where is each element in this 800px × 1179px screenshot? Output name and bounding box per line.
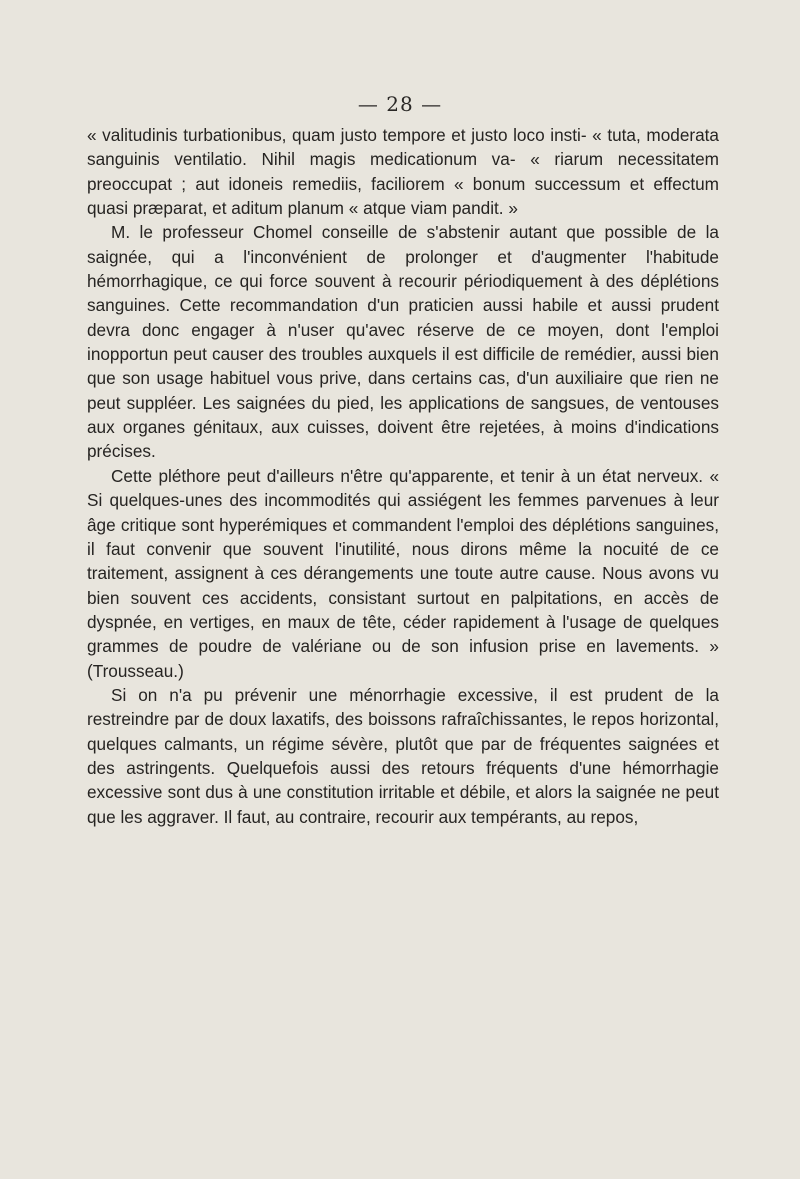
latin-quote-paragraph: « valitudinis turbationibus, quam justo tempore et justo loco insti- « tuta, moderata sanguinis ventilatio. Nihil magis medicationum va- « riarum necessitatem preoccupat ; aut idoneis remediis, faciliorem « bonum successum et effectum quasi præparat, et aditum planum « atque viam pandit. » — [87, 125, 719, 219]
page-number: — 28 — — [357, 92, 443, 116]
body-text — [87, 123, 719, 829]
chomel-paragraph: M. le professeur Chomel conseille de s'abstenir autant que possible de la saignée, qui a l'inconvénient de prolonger et d'augmenter l'habitude hémorrhagique, ce qui force souvent à recourir périodiquement à des déplétions sanguines. Cette recommandation d'un praticien aussi habile et aussi prudent devra donc engager à n'user qu'avec réserve de ce moyen, dont l'emploi inopportun peut causer des troubles auxquels il est difficile de remédier, aussi bien que son usage habituel vous prive, dans certains cas, d'un auxiliaire que rien ne peut suppléer. Les saignées du pied, les applications de sangsues, de ventouses aux organes génitaux, aux cuisses, doivent être rejetées, à moins d'indications précises. — [87, 222, 719, 462]
plethora-paragraph: Cette pléthore peut d'ailleurs n'être qu'apparente, et tenir à un état nerveux. « Si quelques-unes des incommodités qui assiégent les femmes parvenues à leur âge critique sont hyperémiques et commandent l'emploi des déplétions sanguines, il faut convenir que souvent l'inutilité, nous dirons même la nocuité de ce traitement, assignent à ces dérangements une toute autre cause. Nous avons vu bien souvent ces accidents, consistant surtout en palpitations, en accès de dyspnée, en vertiges, en maux de tête, céder rapidement à l'usage de quelques grammes de poudre de valériane ou de son infusion prise en lavements. » (Trousseau.) — [87, 465, 719, 681]
menorrhagia-paragraph: Si on n'a pu prévenir une ménorrhagie excessive, il est prudent de la restreindre par de doux laxatifs, des boissons rafraîchissantes, le repos horizontal, quelques calmants, un régime sévère, plutôt que par de fréquentes saignées et des astringents. Quelquefois aussi des retours fréquents d'une hémorrhagie excessive sont dus à une constitution irritable et débile, et alors la saignée ne peut que les aggraver. Il faut, au contraire, recourir aux tempérants, au repos, — [87, 684, 719, 827]
